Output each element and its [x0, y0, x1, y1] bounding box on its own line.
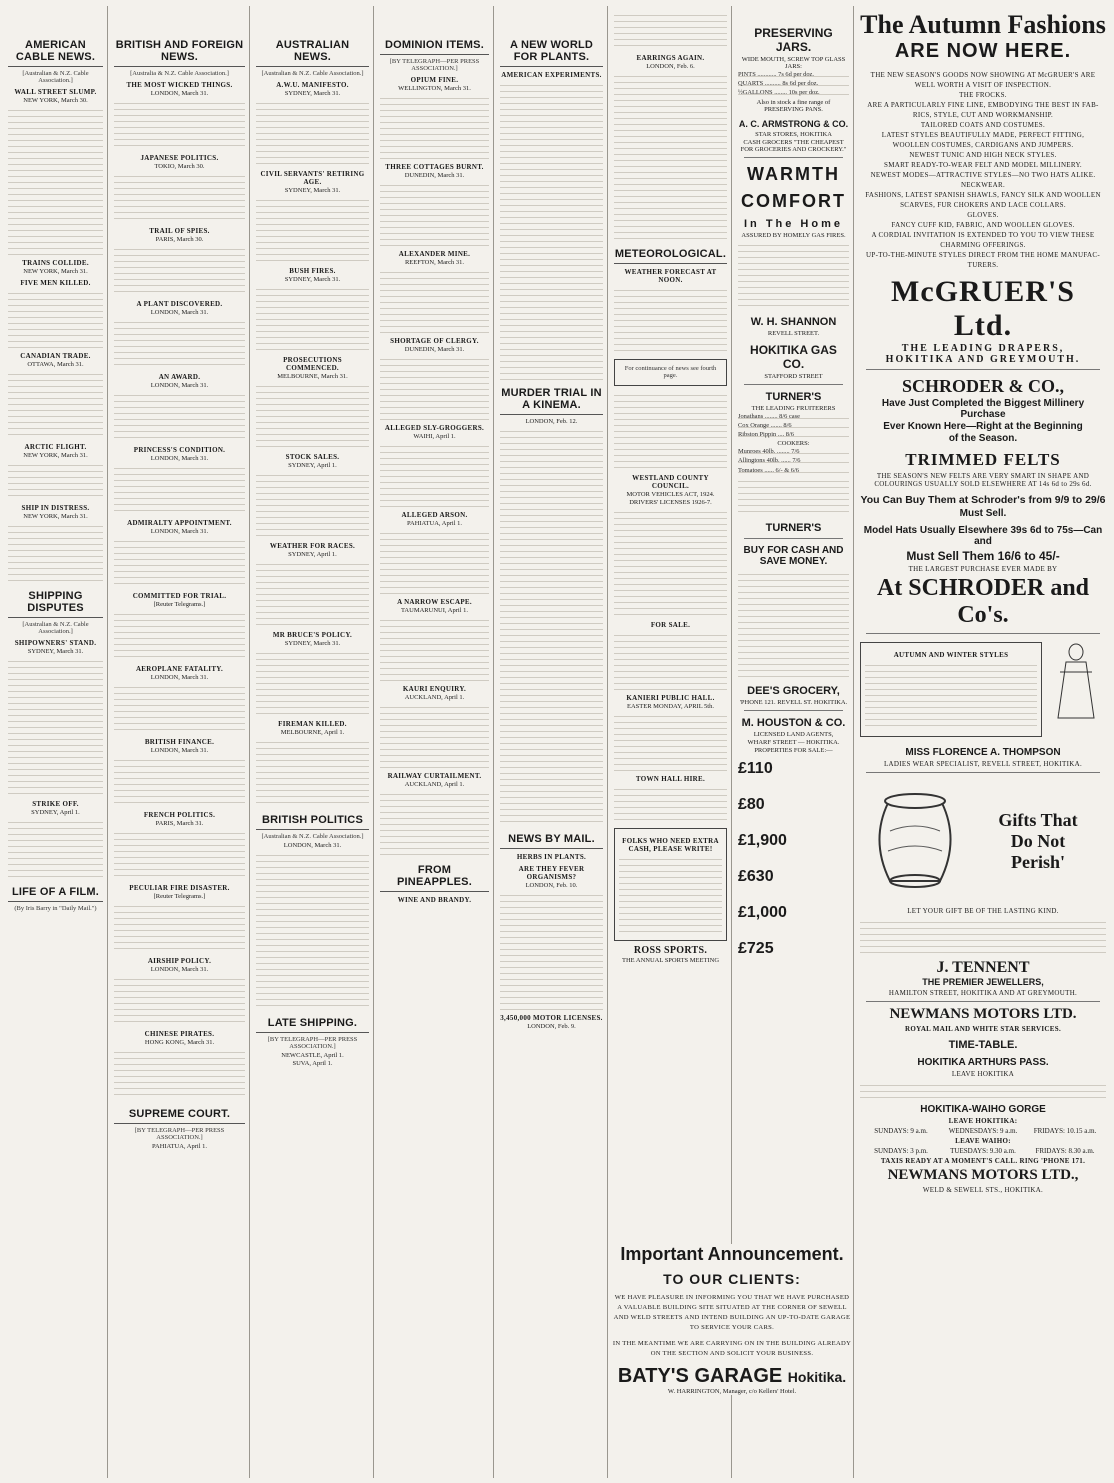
section-credit: [Australian & N.Z. Cable Association.] [22, 621, 89, 635]
item-dateline: PARIS, March 30. [155, 236, 204, 243]
column-ads-right [856, 6, 1110, 1478]
ad-line: LATEST STYLES BEAUTIFULLY MADE, PERFECT FITTING, [881, 131, 1085, 139]
tennent-ad [860, 777, 1106, 905]
item-dateline: REEFTON, March 31. [404, 259, 465, 266]
ad-line: SCARVES, FUR CHOKERS AND LACE COLLARS. [900, 201, 1066, 209]
property-price: £80 [738, 795, 765, 813]
news-item [256, 542, 369, 627]
news-item [256, 170, 369, 263]
item-headline: AEROPLANE FATALITY. [135, 665, 224, 673]
item-headline: EARRINGS AGAIN. [636, 54, 705, 62]
item-headline: WEATHER FOR RACES. [269, 542, 356, 550]
item-dateline: SYDNEY, March 31. [284, 187, 341, 194]
item-dateline: AUCKLAND, April 1. [404, 694, 465, 701]
item-headline: ALLEGED ARSON. [401, 511, 468, 519]
item-dateline: LONDON, March 31. [150, 747, 209, 754]
ad-heading: HOKITIKA ARTHURS PASS. [917, 1057, 1049, 1068]
item-headline: CHINESE PIRATES. [144, 1030, 215, 1038]
item-headline: THE MOST WICKED THINGS. [126, 81, 233, 89]
ad-heading: Do Not [1010, 830, 1066, 851]
ad-heading: AUTUMN AND WINTER STYLES [893, 651, 1009, 659]
ad-subheading: ROYAL MAIL AND WHITE STAR SERVICES. [905, 1025, 1061, 1033]
ad-subheading: THE LEADING FRUITERERS [751, 404, 836, 412]
ad-firm: MISS FLORENCE A. THOMPSON [905, 747, 1061, 758]
section-heading: LIFE OF A FILM. [8, 883, 103, 902]
ad-price-row: QUARTS .......... 8s 6d per doz. [738, 80, 849, 87]
item-dateline: NEW YORK, March 31. [23, 268, 88, 275]
ad-price-row: Ribston Pippin .... 8/6 [738, 431, 849, 438]
ad-heading: COMFORT [741, 190, 846, 211]
section-credit: [Australian & N.Z. Cable Association.] [261, 70, 364, 77]
ad-price-row: Munroes 40lb. ........ 7/6 [738, 448, 849, 455]
news-item [256, 81, 369, 166]
schedule-row [860, 1147, 1106, 1155]
section-heading: SUPREME COURT. [114, 1105, 245, 1124]
ad-subheading: REVELL STREET. [767, 329, 820, 337]
ad-line: of the Season. [948, 433, 1018, 444]
item-dateline: [Reuter Telegrams.] [153, 601, 206, 608]
item-dateline: LONDON, Feb. 9. [527, 1023, 576, 1030]
section-credit: [BY TELEGRAPH—PER PRESS ASSOCIATION.] [389, 58, 480, 72]
ad-subheading: WIDE MOUTH, SCREW TOP GLASS JARS: [741, 56, 846, 70]
schedule-cell: SUNDAYS: 3 p.m. [874, 1147, 928, 1155]
item-headline: AN AWARD. [158, 373, 201, 381]
ad-subheading: COOKERS: [777, 440, 810, 448]
item-dateline: LONDON, March 31. [150, 90, 209, 97]
ad-subheading: PROPERTIES FOR SALE:— [754, 746, 833, 754]
ad-line: Ever Known Here—Right at the Beginning [883, 421, 1083, 432]
section-heading: SHIPPING DISPUTES [8, 587, 103, 618]
news-item [114, 1030, 245, 1099]
property-price: £110 [738, 759, 773, 777]
garage-town: Hokitika. [787, 1369, 847, 1385]
news-item [114, 811, 245, 880]
item-headline: MR BRUCE'S POLICY. [272, 631, 353, 639]
item-subheading: MOTOR VEHICLES ACT, 1924. [626, 491, 715, 498]
property-price: £630 [738, 867, 774, 885]
item-dateline: LONDON, March 31. [150, 382, 209, 389]
item-dateline: AUCKLAND, April 1. [404, 781, 465, 788]
item-dateline: SYDNEY, April 1. [31, 809, 80, 816]
ad-heading: HOKITIKA-WAIHO GORGE [920, 1104, 1046, 1115]
item-dateline: NEW YORK, March 31. [23, 452, 88, 459]
item-dateline: SYDNEY, March 31. [284, 276, 341, 283]
ad-heading: Perish' [1011, 851, 1065, 872]
continuance-note: For continuance of news see fourth page. [624, 365, 717, 379]
item-headline: BUSH FIRES. [289, 267, 336, 275]
item-dateline: SYDNEY, March 31. [284, 640, 341, 647]
news-item [380, 772, 489, 855]
ad-line: GLOVES. [967, 211, 999, 219]
section-heading: DOMINION ITEMS. [380, 36, 489, 55]
news-item [380, 598, 489, 681]
item-headline: SHIPOWNERS' STAND. [14, 639, 97, 647]
news-item [114, 373, 245, 442]
ad-tagline: CASH GROCERS "THE CHEAPEST FOR GROCERIES AND CROCKERY." [740, 138, 847, 153]
ad-box [860, 642, 1042, 737]
section-heading: BRITISH POLITICS [256, 811, 369, 830]
news-item [256, 267, 369, 352]
notice-box [614, 828, 727, 941]
item-dateline: SYDNEY, March 31. [27, 648, 84, 655]
section-credit: [BY TELEGRAPH—PER PRESS ASSOCIATION.] [267, 1036, 358, 1050]
item-dateline: MELBOURNE, April 1. [280, 729, 345, 736]
ad-subheading: THE LEADING DRAPERS, [901, 343, 1065, 354]
ad-line: THE SEASON'S NEW FELTS ARE VERY SMART IN SHAPE AND COLOURINGS USUALLY SOLD ELSEWHERE AT 14s 6d to 29s 6d. [874, 472, 1092, 488]
item-headline: PRINCESS'S CONDITION. [133, 446, 226, 454]
ad-firm: SCHRODER & CO., [901, 376, 1064, 396]
item-headline: ALEXANDER MINE. [398, 250, 471, 258]
item-dateline: LONDON, March 31. [283, 842, 342, 849]
news-item [380, 337, 489, 420]
section-heading: MURDER TRIAL IN A KINEMA. [500, 384, 603, 415]
item-dateline: PAHIATUA, April 1. [406, 520, 462, 527]
item-headline: CANADIAN TRADE. [20, 352, 91, 360]
news-item [380, 76, 489, 159]
item-headline: THREE COTTAGES BURNT. [385, 163, 484, 171]
news-item [8, 352, 103, 439]
item-headline: FIREMAN KILLED. [278, 720, 347, 728]
item-headline: 3,450,000 MOTOR LICENSES. [500, 1014, 603, 1022]
ad-subheading: WHARF STREET — HOKITIKA. [747, 738, 840, 746]
news-item [114, 957, 245, 1026]
item-body-placeholder [8, 105, 103, 255]
ad-subheading: LADIES WEAR SPECIALIST, REVELL STREET, HOKITIKA. [883, 760, 1083, 768]
item-dateline: LONDON, Feb. 6. [646, 63, 695, 70]
news-item [114, 300, 245, 369]
item-dateline: HONG KONG, March 31. [144, 1039, 215, 1046]
section-byline: (By Iris Barry in "Daily Mail.") [14, 905, 97, 912]
ad-heading: Gifts That [998, 809, 1078, 830]
ad-line: NEWEST MODES—ATTRACTIVE STYLES—NO TWO HATS ALIKE. [870, 171, 1096, 179]
item-headline: BRITISH FINANCE. [144, 738, 215, 746]
news-item [256, 453, 369, 538]
column-american-cable [4, 6, 108, 1478]
ad-heading: TRIMMED FELTS [905, 450, 1061, 469]
news-item [380, 685, 489, 768]
item-dateline: LONDON, March 31. [150, 455, 209, 462]
ad-firm: TURNER'S [765, 390, 822, 403]
ad-subheading: STAFFORD STREET [764, 372, 823, 380]
ad-lines [860, 71, 1106, 269]
ad-line: TAXIS READY AT A MOMENT'S CALL. RING 'PHONE 171. [880, 1157, 1086, 1165]
ad-line: FANCY CUFF KID, FABRIC, AND WOOLLEN GLOVES. [891, 221, 1075, 229]
ad-line: TAILORED COATS AND COSTUMES. [920, 121, 1046, 129]
ad-firm: W. H. SHANNON [750, 315, 837, 328]
item-dateline: PARIS, March 31. [155, 820, 204, 827]
item-headline: A.W.U. MANIFESTO. [276, 81, 349, 89]
section-credit: [BY TELEGRAPH—PER PRESS ASSOCIATION.] [134, 1127, 225, 1141]
item-headline: ADMIRALTY APPOINTMENT. [127, 519, 232, 527]
garage-name: BATY'S GARAGE [617, 1365, 783, 1387]
ad-heading: PRESERVING JARS. [754, 26, 833, 54]
property-price: £725 [738, 939, 774, 957]
news-item [256, 356, 369, 449]
item-headline: PECULIAR FIRE DISASTER. [129, 884, 230, 892]
ad-line: LEAVE HOKITIKA [951, 1070, 1015, 1078]
ad-firm: HOKITIKA GAS CO. [750, 342, 837, 371]
item-headline: OPIUM FINE. [410, 76, 459, 84]
item-dateline: NEW YORK, March 30. [23, 97, 88, 104]
ad-firm: M. HOUSTON & CO. [741, 716, 846, 729]
schedule-row [860, 1127, 1106, 1135]
news-item [380, 250, 489, 333]
item-headline: JAPANESE POLITICS. [140, 154, 219, 162]
item-dateline: [Reuter Telegrams.] [153, 893, 206, 900]
ad-title: The Autumn Fashions [860, 10, 1106, 39]
announcement-title: Important Announcement. [620, 1244, 844, 1264]
item-headline: FOR SALE. [650, 621, 691, 629]
item-dateline: PAHIATUA, April 1. [151, 1143, 207, 1150]
item-headline: KANIERI PUBLIC HALL. [626, 694, 715, 702]
item-headline: TRAIL OF SPIES. [149, 227, 210, 235]
ad-line: FASHIONS, LATEST SPANISH SHAWLS, FANCY SILK AND WOOLLEN [865, 191, 1101, 199]
section-heading: METEOROLOGICAL. [614, 245, 727, 264]
item-headline: SHIP IN DISTRESS. [21, 504, 90, 512]
item-headline: TOWN HALL HIRE. [635, 775, 706, 783]
ad-firm: At SCHRODER and Co's. [876, 575, 1090, 628]
ad-price-row: PINTS ............ 7s 6d per doz. [738, 71, 849, 78]
column-dominion [376, 6, 494, 1478]
item-subheading: DRIVERS' LICENSES 1926-7. [629, 499, 712, 506]
ad-line: TURERS. [967, 261, 999, 269]
ad-line: SMART READY-TO-WEAR FELT AND MODEL MILLINERY. [884, 161, 1082, 169]
news-item [114, 154, 245, 223]
ad-line: A CORDIAL INVITATION IS EXTENDED TO YOU TO VIEW THESE [871, 231, 1095, 239]
item-subheading: WINE AND BRANDY. [397, 896, 472, 904]
announcement-firm [612, 1365, 852, 1388]
news-item [8, 88, 103, 255]
ad-firm: A. C. ARMSTRONG & CO. [738, 118, 849, 129]
news-item [8, 504, 103, 581]
ad-line: THE LARGEST PURCHASE EVER MADE BY [908, 565, 1058, 573]
news-item [114, 884, 245, 953]
ad-firm: NEWMANS MOTORS LTD., [887, 1167, 1079, 1183]
schedule-cell: SUNDAYS: 9 a.m. [874, 1127, 928, 1135]
item-dateline: LONDON, March 31. [150, 528, 209, 535]
section-credit: [Australia & N.Z. Cable Association.] [130, 70, 229, 77]
news-item [8, 259, 103, 348]
item-dateline: DUNEDIN, March 31. [404, 346, 465, 353]
thompson-ad [860, 638, 1106, 741]
item-headline: FOLKS WHO NEED EXTRA CASH, PLEASE WRITE! [622, 837, 719, 853]
ad-line: THE FROCKS. [959, 91, 1007, 99]
item-headline: A NARROW ESCAPE. [397, 598, 472, 606]
ad-line: NEWEST TUNIC AND HIGH NECK STYLES. [909, 151, 1057, 159]
ad-heading: TIME-TABLE. [948, 1039, 1018, 1051]
item-dateline: SUVA, April 1. [292, 1060, 333, 1067]
ad-line: THE NEW SEASON'S GOODS NOW SHOWING AT McGRUER'S ARE [870, 71, 1096, 79]
item-headline: STRIKE OFF. [32, 800, 79, 808]
item-headline: STOCK SALES. [285, 453, 340, 461]
section-heading: BRITISH AND FOREIGN NEWS. [114, 36, 245, 67]
section-heading: LATE SHIPPING. [256, 1014, 369, 1033]
section-heading: AMERICAN CABLE NEWS. [8, 36, 103, 67]
item-headline: PROSECUTIONS COMMENCED. [283, 356, 342, 372]
ad-firm: J. TENNENT [936, 959, 1030, 976]
item-headline: A PLANT DISCOVERED. [136, 300, 223, 308]
item-headline: TRAINS COLLIDE. [22, 259, 89, 267]
announcement-manager: W. HARRINGTON, Manager, c/o Kellers' Hotel. [667, 1388, 797, 1395]
ad-firm: McGRUER'S Ltd. [891, 275, 1075, 342]
price-list [738, 760, 849, 958]
news-item [114, 665, 245, 734]
ad-subheading: THE PREMIER JEWELLERS, [922, 977, 1044, 987]
ad-subheading: LICENSED LAND AGENTS, [753, 730, 834, 738]
item-dateline: MELBOURNE, March 31. [277, 373, 348, 380]
item-dateline: TAUMARUNUI, April 1. [400, 607, 468, 614]
item-dateline: LONDON, March 31. [150, 309, 209, 316]
ad-title: ARE NOW HERE. [894, 40, 1072, 62]
woman-figure-icon [1046, 638, 1106, 728]
item-subheading: AMERICAN EXPERIMENTS. [501, 71, 602, 79]
item-headline: SHORTAGE OF CLERGY. [390, 337, 479, 345]
item-subheading: HERBS IN PLANTS. [516, 853, 587, 861]
ad-line: ARE A PARTICULARLY FINE LINE, EMBODYING THE BEST IN FAB- [867, 101, 1099, 109]
item-headline: ROSS SPORTS. [633, 945, 708, 956]
ad-price-row: Tomatoes ...... 6/- & 6/6 [738, 467, 849, 474]
item-headline: ARCTIC FLIGHT. [24, 443, 87, 451]
ad-price-row: Cox Orange ....... 8/6 [738, 422, 849, 429]
item-headline: FIVE MEN KILLED. [20, 279, 91, 287]
ad-firm: NEWMANS MOTORS LTD. [889, 1006, 1077, 1022]
news-list [114, 81, 245, 1099]
property-price: £1,000 [738, 903, 787, 921]
ad-firm: TURNER'S [765, 521, 822, 534]
item-dateline: SYDNEY, April 1. [288, 462, 337, 469]
news-item [114, 446, 245, 515]
news-item [114, 592, 245, 661]
ad-heading: WARMTH [747, 163, 840, 184]
ad-price-row: ½GALLONS ........ 10s per doz. [738, 89, 849, 96]
section-credit: [Australian & N.Z. Cable Association.] [22, 70, 89, 84]
news-list [380, 76, 489, 855]
item-dateline: OTTAWA, March 31. [27, 361, 84, 368]
ad-subheading: LET YOUR GIFT BE OF THE LASTING KIND. [907, 907, 1059, 915]
item-dateline: WELLINGTON, March 31. [398, 85, 471, 92]
ad-line: Have Just Completed the Biggest Millinery Purchase [881, 398, 1085, 420]
ad-subheading: HAMILTON STREET, HOKITIKA AND AT GREYMOUTH. [888, 989, 1078, 997]
item-headline: WESTLAND COUNTY COUNCIL. [632, 474, 709, 490]
item-dateline: SYDNEY, April 1. [288, 551, 337, 558]
item-dateline: WAIHI, April 1. [413, 433, 456, 440]
important-announcement [612, 1244, 852, 1395]
news-item [114, 81, 245, 150]
schedule-cell: FRIDAYS: 8.30 a.m. [1035, 1147, 1095, 1155]
ad-line: LEAVE WAIHO: [955, 1137, 1011, 1145]
ad-line: You Can Buy Them at Schroder's from 9/9 to 29/6 [860, 494, 1106, 506]
item-dateline: DUNEDIN, March 31. [404, 172, 465, 179]
ad-line: CHARMING OFFERINGS. [940, 241, 1026, 249]
news-item [380, 511, 489, 594]
item-dateline: TOKIO, March 30. [154, 163, 205, 170]
section-heading: NEWS BY MAIL. [500, 830, 603, 849]
item-headline: FRENCH POLITICS. [143, 811, 216, 819]
ad-heading: BUY FOR CASH AND SAVE MONEY. [743, 544, 844, 567]
item-dateline: LONDON, March 31. [150, 674, 209, 681]
column-australian [252, 6, 374, 1478]
vase-icon [860, 781, 970, 901]
section-heading: A NEW WORLD FOR PLANTS. [500, 36, 603, 67]
item-headline: COMMITTED FOR TRIAL. [132, 592, 227, 600]
announcement-body: WE HAVE PLEASURE IN INFORMING YOU THAT WE HAVE PURCHASED A VALUABLE BUILDING SITE SITUATED AT THE CORNER OF SEWELL AND WELD STREETS AND INTEND BUILDING AN UP-TO-DATE GARAGE TO SERVICE YOUR CARS. [613, 1294, 851, 1331]
schedule-cell: TUESDAYS: 9.30 a.m. [950, 1147, 1016, 1155]
item-dateline: NEWCASTLE, April 1. [281, 1052, 344, 1059]
ad-line: RICS, STYLE, CUT AND WORKMANSHIP. [912, 111, 1054, 119]
section-heading: FROM PINEAPPLES. [380, 861, 489, 892]
item-dateline: LONDON, March 31. [150, 966, 209, 973]
item-subheading: THE ANNUAL SPORTS MEETING [621, 957, 720, 964]
ad-note: Also in stock a fine range of PRESERVING PANS. [756, 98, 831, 113]
item-headline: AIRSHIP POLICY. [147, 957, 212, 965]
news-item [114, 738, 245, 807]
news-item [8, 443, 103, 500]
column-british-foreign [110, 6, 250, 1478]
ad-line: WOOLLEN COSTUMES, CARDIGANS AND JUMPERS. [892, 141, 1074, 149]
ad-line: NECKWEAR. [960, 181, 1006, 189]
ad-subheading: In The Home [743, 217, 843, 230]
ad-subheading: HOKITIKA AND GREYMOUTH. [885, 354, 1081, 365]
notice-box [614, 359, 727, 386]
column-plants [496, 6, 608, 1478]
item-headline: RAILWAY CURTAILMENT. [387, 772, 482, 780]
item-headline: CIVIL SERVANTS' RETIRING AGE. [260, 170, 365, 186]
item-dateline: NEW YORK, March 31. [23, 513, 88, 520]
ad-line: Must Sell. [959, 508, 1007, 519]
announcement-salutation: TO OUR CLIENTS: [663, 1271, 801, 1287]
item-headline: KAURI ENQUIRY. [402, 685, 467, 693]
item-subheading: EASTER MONDAY, APRIL 5th. [627, 703, 714, 710]
announcement-body: IN THE MEANTIME WE ARE CARRYING ON IN THE BUILDING ALREADY ON THE SECTION AND SOLICIT YOUR BUSINESS. [612, 1340, 852, 1357]
news-item [114, 519, 245, 588]
ad-note: ASSURED BY HOMELY GAS FIRES. [741, 231, 846, 239]
ad-line: Must Sell Them 16/6 to 45/- [906, 549, 1060, 563]
ad-subheading: WELD & SEWELL STS., HOKITIKA. [922, 1186, 1044, 1194]
item-headline: ALLEGED SLY-GROGGERS. [384, 424, 485, 432]
property-price: £1,900 [738, 831, 787, 849]
section-credit: [Australian & N.Z. Cable Association.] [261, 833, 364, 840]
news-list [256, 81, 369, 805]
news-item [256, 720, 369, 805]
ad-line: WELL WORTH A VISIT OF INSPECTION. [914, 81, 1052, 89]
news-item [256, 631, 369, 716]
ad-price-row: Allingtons 40lb. ...... 7/6 [738, 457, 849, 464]
item-subheading: WEATHER FORECAST AT NOON. [624, 268, 717, 284]
ad-line: UP-TO-THE-MINUTE STYLES DIRECT FROM THE HOME MANUFAC- [866, 251, 1100, 259]
item-dateline: LONDON, Feb. 12. [525, 418, 578, 425]
schedule-cell: FRIDAYS: 10.15 a.m. [1033, 1127, 1097, 1135]
ad-price-row: Jonathans ........ 8/6 case [738, 413, 849, 420]
item-subheading: ARE THEY FEVER ORGANISMS? [518, 865, 585, 881]
item-dateline: LONDON, Feb. 10. [525, 882, 578, 889]
ad-line: LEAVE HOKITIKA: [948, 1117, 1018, 1125]
schedule-cell: WEDNESDAYS: 9 a.m. [948, 1127, 1018, 1135]
news-item [380, 163, 489, 246]
news-item [114, 227, 245, 296]
ad-subheading: 'PHONE 121. REVELL ST. HOKITIKA. [739, 698, 848, 706]
news-item [380, 424, 489, 507]
ad-firm: DEE'S GROCERY, [747, 684, 840, 697]
item-dateline: SYDNEY, March 31. [284, 90, 341, 97]
item-headline: WALL STREET SLUMP. [14, 88, 97, 96]
section-heading: AUSTRALIAN NEWS. [256, 36, 369, 67]
ad-line: Model Hats Usually Elsewhere 39s 6d to 75s—Can and [863, 525, 1103, 547]
ad-subheading: STAR STORES, HOKITIKA [755, 130, 832, 138]
